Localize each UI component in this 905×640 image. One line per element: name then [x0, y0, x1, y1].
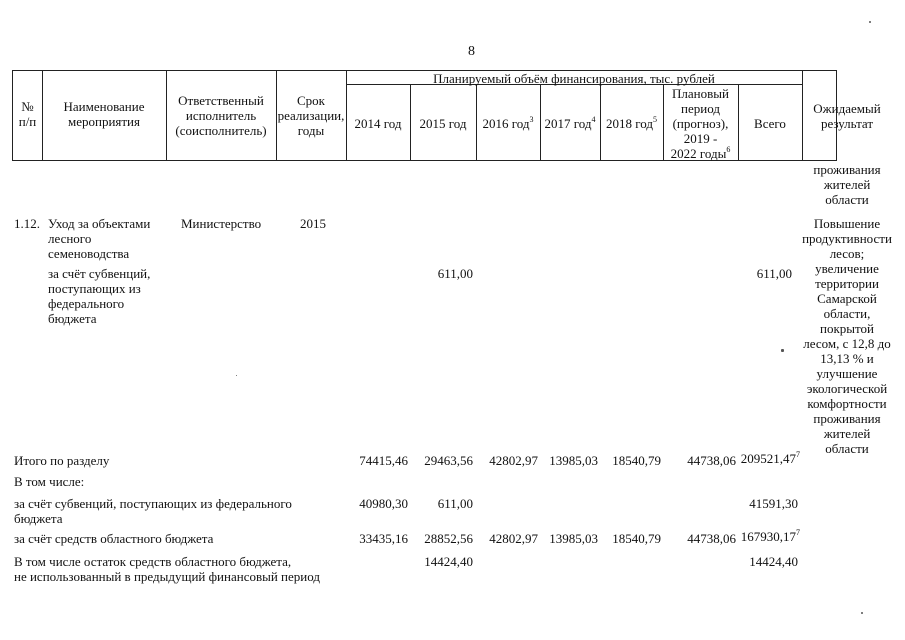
item-name: Уход за объектами лесного семеноводства [48, 216, 151, 261]
header-total: Всего [754, 116, 786, 131]
header-number: № п/п [18, 99, 37, 129]
scan-speck [781, 349, 784, 352]
header-name: Наименование мероприятия [63, 99, 145, 129]
value-2018: 18540,79 [612, 453, 661, 468]
including-label: В том числе: [14, 474, 85, 489]
row-label: Итого по разделу [14, 453, 110, 468]
item-expected-result: Повышение продуктивности лесов; увеличение территории Самарской области, покрытой лесом, с 12,8 до 13,13 % и улучшение экологической комфортности проживания жителей области [802, 216, 892, 456]
value-2014: 74415,46 [359, 453, 408, 468]
header-2016: 2016 год$^3$ [482, 114, 534, 131]
item-value-total: 611,00 [756, 266, 792, 281]
value-2016: 42802,97 [489, 531, 538, 546]
header-financing-group: Планируемый объём финансирования, тыс. рублей [433, 71, 715, 86]
item-term: 2015 [300, 216, 326, 231]
value-total: 41591,30 [749, 496, 798, 511]
value-total: 167930,17$^7$ [740, 527, 800, 544]
item-value-2015: 611,00 [437, 266, 473, 281]
scan-speck [236, 375, 237, 376]
row-label: В том числе остаток средств областного бюджета, не использованный в предыдущий финансовый период [14, 554, 320, 584]
carryover-result: проживания жителей области [813, 162, 881, 207]
value-2015: 29463,56 [424, 453, 473, 468]
header-executor: Ответственный исполнитель (соисполнитель) [175, 93, 267, 138]
value-total: 14424,40 [749, 554, 798, 569]
value-2015: 28852,56 [424, 531, 473, 546]
row-label: за счёт средств областного бюджета [14, 531, 214, 546]
header-term: Срок реализации, годы [277, 93, 345, 138]
value-2014: 33435,16 [359, 531, 408, 546]
row-label: за счёт субвенций, поступающих из федерального бюджета [14, 496, 292, 526]
value-2015: 14424,40 [424, 554, 473, 569]
header-plan-period: Плановый период (прогноз), 2019 - 2022 годы$^6$ [670, 86, 731, 161]
value-2018: 18540,79 [612, 531, 661, 546]
value-total: 209521,47$^7$ [740, 449, 800, 466]
scan-speck [869, 21, 871, 23]
header-2014: 2014 год [354, 116, 402, 131]
value-2014: 40980,30 [359, 496, 408, 511]
header-2017: 2017 год$^4$ [544, 114, 596, 131]
value-2015: 611,00 [437, 496, 473, 511]
value-2017: 13985,03 [549, 453, 598, 468]
header-2018: 2018 год$^5$ [606, 114, 657, 131]
value-2017: 13985,03 [549, 531, 598, 546]
item-funding-source: за счёт субвенций, поступающих из федерального бюджета [48, 266, 151, 326]
value-plan: 44738,06 [687, 531, 736, 546]
scan-speck [861, 612, 863, 614]
item-executor: Министерство [181, 216, 262, 231]
item-number: 1.12. [14, 216, 40, 231]
value-plan: 44738,06 [687, 453, 736, 468]
header-2015: 2015 год [419, 116, 467, 131]
header-result: Ожидаемый результат [813, 101, 881, 131]
page-number: 8 [468, 44, 475, 59]
value-2016: 42802,97 [489, 453, 538, 468]
